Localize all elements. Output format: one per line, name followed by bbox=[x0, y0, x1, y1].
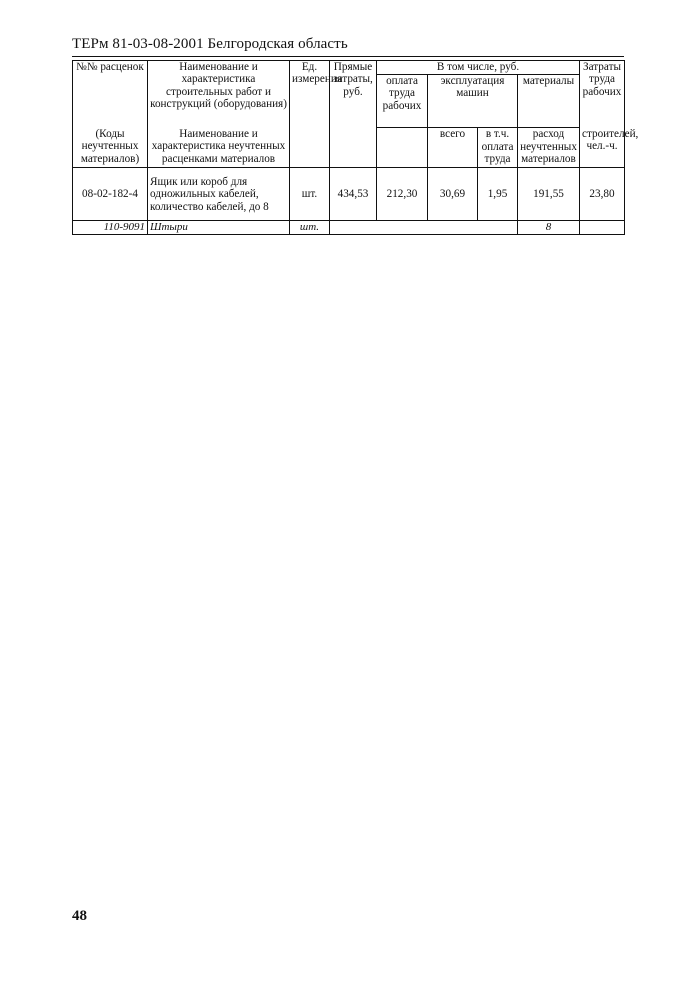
material-row bbox=[73, 221, 625, 235]
row-materials: 191,55 bbox=[518, 168, 580, 221]
header-name: Наименование и характеристика строительных работ и конструкций (оборудования) bbox=[148, 61, 290, 128]
header-rule bbox=[72, 56, 624, 57]
header-unit: Ед. измерения bbox=[290, 61, 330, 168]
header-materials-gap bbox=[518, 100, 580, 128]
material-blank bbox=[330, 221, 518, 235]
material-name: Штыри bbox=[148, 221, 290, 235]
header-including: В том числе, руб. bbox=[377, 61, 580, 75]
rates-table bbox=[72, 60, 639, 235]
header-materials: материалы bbox=[518, 75, 580, 100]
header-direct: Прямые затраты, руб. bbox=[330, 61, 377, 168]
header-machines-labor: в т.ч. оплата труда bbox=[478, 128, 518, 168]
row-labor-cost: 23,80 bbox=[580, 168, 625, 221]
material-qty: 8 bbox=[518, 221, 580, 235]
document-header: ТЕРм 81-03-08-2001 Белгородская область bbox=[72, 36, 348, 52]
row-machines-total: 30,69 bbox=[428, 168, 478, 221]
row-unit: шт. bbox=[290, 168, 330, 221]
row-name: Ящик или короб для одножильных кабелей, количество кабелей, до 8 bbox=[148, 168, 290, 221]
header-labor-pay: оплата труда рабочих bbox=[377, 75, 428, 128]
material-code: 110-9091 bbox=[73, 221, 148, 235]
header-name-sub: Наименование и характеристика неучтенных расценками материалов bbox=[148, 128, 290, 168]
row-machines-labor: 1,95 bbox=[478, 168, 518, 221]
header-labor-cost: Затраты труда рабочих bbox=[580, 61, 625, 128]
material-labor-blank bbox=[580, 221, 625, 235]
material-unit: шт. bbox=[290, 221, 330, 235]
header-code: №№ расценок bbox=[73, 61, 148, 128]
header-materials-sub: расход неучтенных материалов bbox=[518, 128, 580, 168]
row-labor-pay: 212,30 bbox=[377, 168, 428, 221]
header-machines: эксплуатация машин bbox=[428, 75, 518, 100]
header-machines-gap bbox=[428, 100, 518, 128]
header-labor-pay-gap bbox=[377, 128, 428, 168]
table-row bbox=[73, 168, 625, 221]
row-direct: 434,53 bbox=[330, 168, 377, 221]
header-labor-cost-sub: строителей, чел.-ч. bbox=[580, 128, 625, 168]
header-machines-total: всего bbox=[428, 128, 478, 168]
page-number: 48 bbox=[72, 908, 87, 924]
row-code: 08-02-182-4 bbox=[73, 168, 148, 221]
header-code-sub: (Коды неучтенных материалов) bbox=[73, 128, 148, 168]
